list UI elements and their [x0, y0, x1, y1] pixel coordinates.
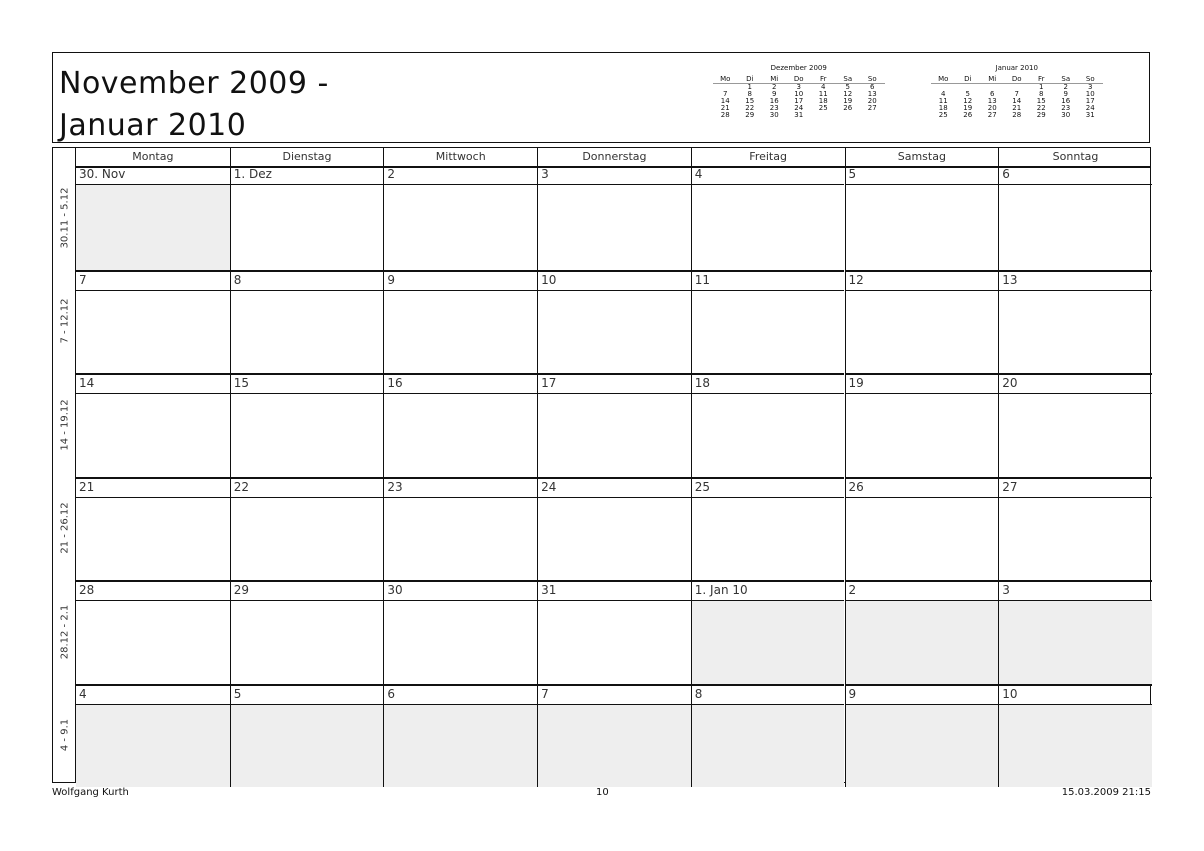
day-cell[interactable] [76, 166, 230, 270]
day-cell[interactable] [845, 684, 999, 788]
mini-day-cell: 20 [867, 97, 877, 105]
mini-day-cell: 27 [987, 111, 997, 119]
mini-day-cell: 1 [1039, 83, 1044, 91]
day-cell[interactable] [998, 373, 1152, 477]
mini-day-cell: 25 [818, 104, 828, 112]
day-content-area[interactable] [76, 393, 230, 477]
day-number: 10 [541, 272, 557, 287]
weekday-header: Samstag [845, 148, 999, 166]
day-number: 3 [541, 167, 549, 181]
mini-weekday-header: Mo [713, 75, 738, 84]
day-cell[interactable] [230, 580, 384, 684]
mini-day-cell: 18 [938, 104, 948, 112]
day-number: 30 [387, 583, 403, 597]
day-number: 9 [848, 686, 857, 701]
day-cell[interactable] [383, 166, 537, 270]
day-cell[interactable] [691, 580, 845, 684]
day-content-area[interactable] [384, 290, 537, 374]
day-content-area[interactable] [538, 600, 691, 684]
day-content-area[interactable] [846, 184, 999, 270]
day-number: 3 [1002, 583, 1010, 597]
calendar-header [52, 52, 1150, 143]
mini-calendar-december [713, 65, 885, 119]
week-range-label [53, 684, 76, 788]
mini-day-cell: 4 [941, 90, 946, 98]
mini-day-cell: 22 [745, 104, 755, 112]
mini-weekday-header: Fr [1029, 75, 1054, 84]
day-cell[interactable] [537, 270, 691, 374]
day-number: 5 [848, 167, 857, 181]
day-cell[interactable] [537, 373, 691, 477]
day-number: 1. Jan 10 [694, 583, 748, 597]
day-number: 17 [541, 376, 557, 390]
day-content-area[interactable] [231, 290, 384, 374]
mini-weekday-header: Sa [836, 75, 861, 84]
mini-day-cell: 21 [1012, 104, 1022, 112]
week-range-label [53, 580, 76, 684]
weekday-header: Dienstag [230, 148, 384, 166]
day-cell[interactable] [76, 270, 230, 374]
mini-day-cell: 16 [1061, 97, 1071, 105]
week-range-label [53, 166, 76, 270]
day-number: 11 [694, 272, 711, 287]
day-cell[interactable] [845, 270, 999, 374]
day-cell[interactable] [998, 166, 1152, 270]
day-number: 27 [1002, 479, 1018, 494]
day-content-area[interactable] [384, 497, 537, 581]
day-content-area[interactable] [384, 600, 537, 684]
day-number: 12 [848, 272, 864, 287]
mini-day-cell: 10 [1085, 90, 1095, 98]
day-number: 2 [848, 583, 857, 597]
day-number: 21 [79, 479, 95, 494]
mini-calendar-table [713, 75, 885, 119]
day-cell[interactable] [383, 270, 537, 374]
page-title [59, 63, 329, 147]
footer-timestamp: 15.03.2009 21:15 [1061, 787, 1151, 798]
day-number: 4 [79, 686, 87, 701]
mini-day-cell: 20 [987, 104, 997, 112]
day-content-area[interactable] [999, 497, 1152, 581]
week-range-label [53, 373, 76, 477]
day-number: 9 [387, 272, 396, 287]
day-cell[interactable] [691, 477, 845, 581]
footer-author: Wolfgang Kurth [52, 787, 129, 798]
footer-page-number: 10 [596, 787, 609, 798]
day-content-area[interactable] [231, 704, 384, 788]
day-number: 10 [1002, 686, 1018, 701]
day-cell[interactable] [845, 580, 999, 684]
day-cell[interactable] [76, 684, 230, 788]
mini-day-cell: 14 [1012, 97, 1022, 105]
week-range-label [53, 477, 76, 581]
mini-day-cell: 29 [745, 111, 755, 119]
day-cell[interactable] [537, 580, 691, 684]
mini-day-cell: 12 [963, 97, 973, 105]
day-cell[interactable] [691, 684, 845, 788]
week-range-text: 28.12 - 2.1 [59, 604, 70, 659]
mini-day-cell: 10 [794, 90, 804, 98]
mini-weekday-header: Di [738, 75, 763, 84]
day-number: 20 [1002, 376, 1018, 390]
day-cell[interactable] [383, 373, 537, 477]
day-cell[interactable] [845, 373, 999, 477]
day-content-area[interactable] [384, 184, 537, 270]
mini-day-cell: 15 [745, 97, 755, 105]
day-content-area[interactable] [76, 497, 230, 581]
day-content-area[interactable] [846, 497, 999, 581]
mini-day-cell: 13 [867, 90, 877, 98]
day-content-area[interactable] [231, 600, 384, 684]
mini-day-cell [811, 112, 836, 119]
day-content-area[interactable] [538, 393, 691, 477]
mini-calendar-title: Dezember 2009 [770, 64, 827, 72]
weekday-header: Sonntag [998, 148, 1152, 166]
mini-day-cell: 4 [821, 83, 826, 91]
day-content-area[interactable] [384, 704, 537, 788]
week-range-label [53, 270, 76, 374]
day-content-area[interactable] [999, 184, 1152, 270]
day-content-area[interactable] [538, 497, 691, 581]
mini-weekday-header: Do [787, 75, 812, 84]
day-number: 22 [233, 479, 249, 494]
mini-weekday-header: So [860, 75, 885, 84]
day-cell[interactable] [383, 477, 537, 581]
day-cell[interactable] [76, 477, 230, 581]
day-content-area[interactable] [76, 600, 230, 684]
day-content-area[interactable] [846, 704, 999, 788]
day-cell[interactable] [998, 580, 1152, 684]
day-cell[interactable] [537, 684, 691, 788]
day-content-area[interactable] [692, 497, 845, 581]
day-cell[interactable] [383, 684, 537, 788]
mini-day-cell: 3 [1088, 83, 1093, 91]
day-content-area[interactable] [999, 290, 1152, 374]
day-cell[interactable] [845, 477, 999, 581]
mini-day-cell: 11 [818, 90, 828, 98]
day-cell[interactable] [76, 373, 230, 477]
mini-day-cell: 5 [965, 90, 970, 98]
day-content-area[interactable] [846, 600, 999, 684]
mini-day-cell: 17 [1085, 97, 1095, 105]
day-number: 30. Nov [79, 167, 126, 181]
day-content-area[interactable] [692, 704, 845, 788]
mini-day-cell: 26 [843, 104, 853, 112]
day-number: 16 [387, 376, 403, 390]
day-number: 1. Dez [233, 167, 272, 181]
day-number: 31 [541, 583, 557, 597]
day-cell[interactable] [998, 270, 1152, 374]
mini-day-cell: 6 [870, 83, 875, 91]
mini-day-cell: 30 [1061, 111, 1071, 119]
mini-day-cell: 21 [720, 104, 730, 112]
mini-day-cell: 11 [938, 97, 948, 105]
mini-day-cell: 16 [769, 97, 779, 105]
mini-day-cell: 1 [747, 83, 752, 91]
mini-day-cell: 2 [772, 83, 777, 91]
mini-day-cell: 3 [796, 83, 801, 91]
day-cell[interactable] [845, 166, 999, 270]
mini-weekday-header: Di [956, 75, 981, 84]
mini-weekday-header: Mi [762, 75, 787, 84]
day-number: 28 [79, 583, 95, 597]
day-cell[interactable] [998, 477, 1152, 581]
mini-day-cell: 31 [1085, 111, 1095, 119]
mini-day-cell: 18 [818, 97, 828, 105]
mini-day-cell: 14 [720, 97, 730, 105]
mini-weekday-header: Do [1005, 75, 1030, 84]
weekday-header: Mittwoch [383, 148, 537, 166]
day-content-area[interactable] [538, 290, 691, 374]
day-content-area[interactable] [999, 704, 1152, 788]
mini-day-cell: 28 [1012, 111, 1022, 119]
weekday-header: Donnerstag [537, 148, 691, 166]
mini-weekday-header: Sa [1054, 75, 1079, 84]
mini-day-cell: 8 [747, 90, 752, 98]
mini-day-cell: 23 [769, 104, 779, 112]
day-number: 19 [848, 376, 864, 390]
day-content-area[interactable] [76, 184, 230, 270]
mini-day-cell: 26 [963, 111, 973, 119]
mini-weekday-header: Fr [811, 75, 836, 84]
day-number: 6 [1002, 167, 1010, 181]
day-cell[interactable] [691, 270, 845, 374]
day-number: 2 [387, 167, 396, 181]
day-number: 6 [387, 686, 396, 701]
day-content-area[interactable] [231, 184, 384, 270]
mini-weekday-header: Mo [931, 75, 956, 84]
mini-weekday-header: So [1078, 75, 1103, 84]
mini-calendar-january [931, 65, 1103, 119]
day-number: 13 [1002, 272, 1018, 287]
day-cell[interactable] [230, 684, 384, 788]
day-content-area[interactable] [999, 600, 1152, 684]
mini-day-cell: 12 [843, 90, 853, 98]
day-content-area[interactable] [538, 704, 691, 788]
mini-day-cell [860, 112, 885, 119]
mini-day-cell: 19 [843, 97, 853, 105]
day-cell[interactable] [998, 684, 1152, 788]
day-number: 8 [233, 272, 242, 287]
mini-day-cell: 23 [1061, 104, 1071, 112]
mini-day-cell: 17 [794, 97, 804, 105]
day-number: 23 [387, 479, 403, 494]
day-cell[interactable] [230, 477, 384, 581]
day-content-area[interactable] [76, 704, 230, 788]
mini-day-cell: 29 [1036, 111, 1046, 119]
title-line-2: Januar 2010 [59, 108, 247, 143]
day-number: 14 [79, 376, 95, 390]
day-cell[interactable] [691, 166, 845, 270]
mini-day-cell: 22 [1036, 104, 1046, 112]
day-number: 29 [233, 583, 249, 597]
day-cell[interactable] [691, 373, 845, 477]
mini-day-cell: 27 [867, 104, 877, 112]
day-number: 4 [694, 167, 703, 181]
mini-day-cell: 7 [723, 90, 728, 98]
day-content-area[interactable] [692, 290, 845, 374]
mini-day-cell: 2 [1063, 83, 1068, 91]
day-content-area[interactable] [231, 497, 384, 581]
day-number: 7 [541, 686, 549, 701]
mini-calendar-table [931, 75, 1103, 119]
week-range-text: 7 - 12.12 [59, 298, 70, 344]
day-content-area[interactable] [692, 184, 845, 270]
mini-day-cell [836, 112, 861, 119]
month-grid [52, 147, 1151, 783]
day-content-area[interactable] [231, 393, 384, 477]
day-content-area[interactable] [384, 393, 537, 477]
mini-day-cell: 8 [1039, 90, 1044, 98]
day-number: 8 [694, 686, 703, 701]
mini-day-cell: 9 [1063, 90, 1068, 98]
day-cell[interactable] [537, 166, 691, 270]
mini-day-cell: 24 [1085, 104, 1095, 112]
mini-day-cell: 6 [990, 90, 995, 98]
mini-day-cell: 30 [769, 111, 779, 119]
week-range-text: 4 - 9.1 [59, 719, 70, 752]
day-cell[interactable] [383, 580, 537, 684]
mini-day-cell: 7 [1014, 90, 1019, 98]
weekday-header: Montag [132, 150, 174, 163]
day-content-area[interactable] [846, 393, 999, 477]
week-range-text: 30.11 - 5.12 [59, 187, 70, 249]
day-number: 7 [79, 272, 87, 287]
mini-day-cell: 24 [794, 104, 804, 112]
mini-calendar-title: Januar 2010 [995, 64, 1038, 72]
mini-day-cell: 5 [845, 83, 850, 91]
day-content-area[interactable] [538, 184, 691, 270]
day-cell[interactable] [230, 166, 384, 270]
day-cell[interactable] [76, 580, 230, 684]
day-cell[interactable] [537, 477, 691, 581]
day-number: 24 [541, 479, 557, 494]
day-content-area[interactable] [846, 290, 999, 374]
mini-day-cell: 31 [794, 111, 804, 119]
week-range-text: 21 - 26.12 [59, 502, 70, 554]
day-cell[interactable] [230, 270, 384, 374]
day-content-area[interactable] [76, 290, 230, 374]
day-content-area[interactable] [692, 600, 845, 684]
day-content-area[interactable] [999, 393, 1152, 477]
day-content-area[interactable] [692, 393, 845, 477]
mini-day-cell: 15 [1036, 97, 1046, 105]
weekday-header: Freitag [691, 148, 845, 166]
day-cell[interactable] [230, 373, 384, 477]
mini-day-cell: 28 [720, 111, 730, 119]
day-number: 15 [233, 376, 249, 390]
title-line-1: November 2009 - [59, 66, 329, 101]
day-number: 26 [848, 479, 864, 494]
day-number: 25 [694, 479, 711, 494]
mini-day-cell: 9 [772, 90, 777, 98]
day-number: 5 [233, 686, 242, 701]
week-range-text: 14 - 19.12 [59, 399, 70, 451]
day-number: 18 [694, 376, 711, 390]
mini-day-cell: 13 [987, 97, 997, 105]
mini-weekday-header: Mi [980, 75, 1005, 84]
mini-day-cell: 25 [938, 111, 948, 119]
mini-day-cell: 19 [963, 104, 973, 112]
